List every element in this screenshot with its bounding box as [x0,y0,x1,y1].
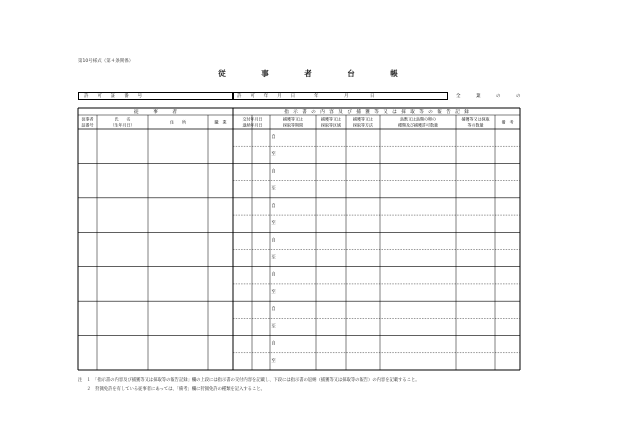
period-from-label: 自 [271,307,276,313]
col-header-cert: 従事者 [81,116,94,122]
sheet-of-label: の [496,94,503,99]
period-from-label: 自 [271,341,276,347]
page-title: 従 事 者 台 帳 [218,69,412,78]
period-to-label: 至 [271,221,276,227]
col-header-issue-date: 返納年月日 [242,122,263,128]
period-to-label: 至 [271,358,276,364]
col-header-area: 捕獲等又は [321,116,341,122]
sheet-unit-label: 葉 [476,94,483,99]
col-header-species: 種類及び捕獲許可数量 [398,122,438,128]
period-from-label: 自 [271,169,276,175]
col-header-method: 捕獲等又は [353,116,373,122]
year-label: 年 [314,94,321,99]
period-to-label: 至 [271,255,276,261]
footnote-2: ２ 狩猟免許を有している従事者にあっては、「備考」欄に狩猟免許の種類を記入すること。 [78,387,265,392]
col-header-result: 等の数量 [467,122,484,128]
col-header-period: 捕獲等又は [283,116,303,122]
col-header-job: 職 業 [214,119,227,125]
col-header-remarks: 備 考 [501,119,514,125]
sheet-total-label: 全 [456,94,463,99]
group-header-worker: 従 事 者 [133,110,178,115]
col-header-species: 鳥獣又は鳥類の卵の [400,116,436,122]
col-header-result: 捕獲等又は採取 [461,116,490,122]
col-header-issue-date: 交付年月日 [242,116,263,122]
period-from-label: 自 [271,203,276,209]
day-label: 日 [370,94,377,99]
permit-date-label: 許 可 年 月 日 [237,94,298,99]
period-from-label: 自 [271,272,276,278]
col-header-period: 採取等期間 [283,122,303,128]
col-header-name: 氏 名 [114,116,131,122]
col-header-area: 採取等区域 [321,122,341,128]
col-header-method: 採取等方法 [353,122,373,128]
sheet-no-label: の [516,94,523,99]
period-to-label: 至 [271,324,276,330]
col-header-name: （生年月日） [110,122,135,128]
month-label: 月 [344,94,351,99]
col-header-address: 住 所 [170,119,186,125]
form-number: 第10号様式（第４条関係） [78,59,134,64]
period-from-label: 自 [271,238,276,244]
footnote-1: 注 １ 「指示書の内容及び捕獲等又は採取等の報告記録」欄の上段には指示書の交付内容を記載し、下段には指示書の返納（捕獲等又は採取等の報告）の内容を記載すること。 [78,378,420,383]
period-to-label: 至 [271,289,276,295]
period-to-label: 至 [271,152,276,158]
period-to-label: 至 [271,186,276,192]
col-header-cert: 証番号 [81,122,94,128]
group-header-report: 指 示 書 の 内 容 及 び 捕 獲 等 又 は 採 取 等 の 報 告 記 録 [284,110,469,115]
period-from-label: 自 [271,135,276,140]
permit-number-label: 許 可 証 番 号 [84,94,145,99]
